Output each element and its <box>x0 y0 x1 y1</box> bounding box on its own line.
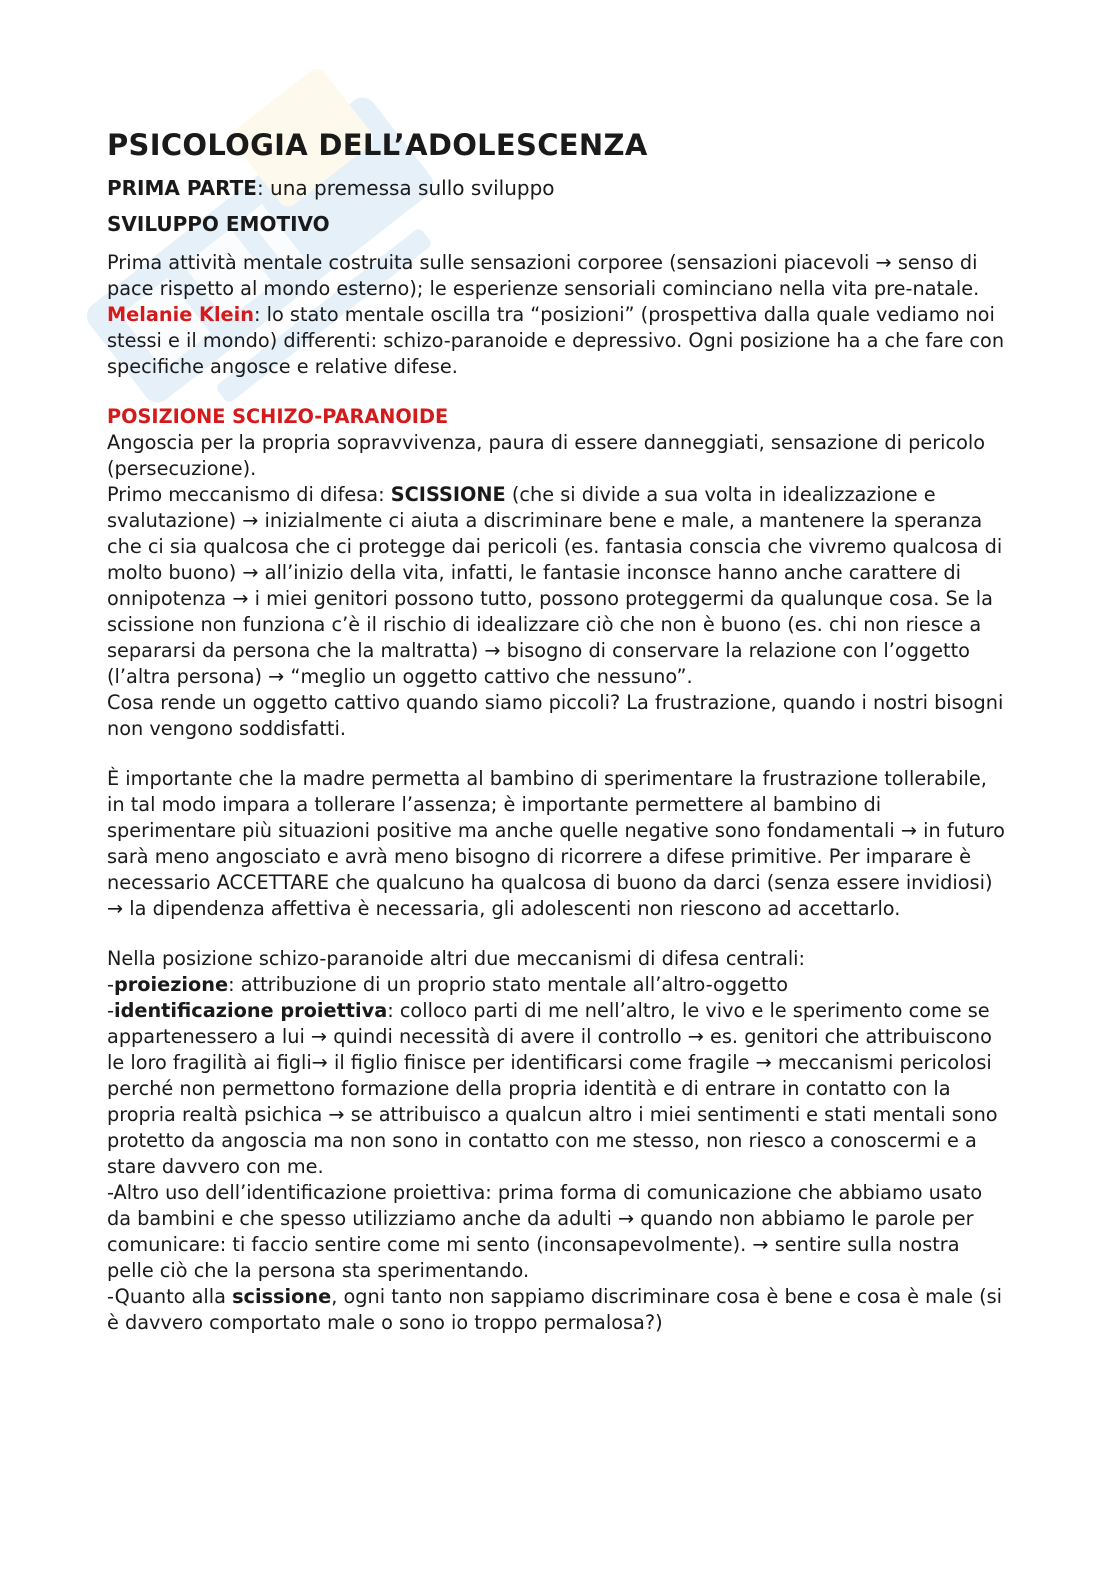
document-page <box>107 128 1007 1336</box>
identificazione-rest: : colloco parti di me nell’altro, le vivo e le sperimento come se appartenessero a lui → quindi necessità di avere il controllo → es. genitori che attribuiscono le loro fragilità ai figli→ il figlio finisce per identificarsi come fragile → meccanismi pericolosi perché non permettono formazione della propria identità e di entrare in contatto con la propria realtà psichica → se attribuisco a qualcun altro i miei sentimenti e stati mentali sono protetto da angoscia ma non sono in contatto con me stesso, non riesco a conoscermi e a stare davvero con me. <box>107 999 998 1178</box>
subtitle-rest: : una premessa sullo sviluppo <box>256 176 555 200</box>
spacer <box>107 922 1007 946</box>
document-subtitle <box>107 176 1007 200</box>
klein-name: Melanie Klein <box>107 303 254 326</box>
subtitle-bold: PRIMA PARTE <box>107 176 257 200</box>
klein-text: : lo stato mentale oscilla tra “posizioni” (prospettiva dalla quale vediamo noi stessi e il mondo) differenti: schizo-paranoide e depressivo. Ogni posizione ha a che fare con specifiche angosce e relative difese. <box>107 303 1005 378</box>
defense-rest: (che si divide a sua volta in idealizzazione e svalutazione) → inizialmente ci aiuta a discriminare bene e male, a mantenere la speranza che ci sia qualcosa che ci protegge dai pericoli (es. fantasia conscia che vivremo qualcosa di molto buono) → all’inizio della vita, infatti, le fantasie inconsce hanno anche carattere di onnipotenza → i miei genitori possono tutto, possono proteggermi da qualunque cosa. Se la scissione non funziona c’è il rischio di idealizzare ciò che non è buono (es. chi non riesce a separarsi da persona che la maltratta) → bisogno di conservare la relazione con l’oggetto (l’altra persona) → “meglio un oggetto cattivo che nessuno”. <box>107 483 1003 688</box>
defense-prefix: Primo meccanismo di difesa: <box>107 483 391 506</box>
section-heading-emotional-development: SVILUPPO EMOTIVO <box>107 212 330 236</box>
proiezione-dash: - <box>107 973 114 996</box>
spacer <box>107 742 1007 766</box>
proiezione-item <box>107 972 1007 998</box>
proiezione-bold: proiezione <box>113 973 229 996</box>
identificazione-item <box>107 998 1007 1180</box>
scissione-bold: scissione <box>232 1285 332 1308</box>
other-use-item: -Altro uso dell’identificazione proiettiva: prima forma di comunicazione che abbiamo usato da bambini e che spesso utilizziamo anche da adulti → quando non abbiamo le parole per comunicare: ti faccio sentire come mi sento (inconsapevolmente). → sentire sulla nostra pelle ciò che la persona sta sperimentando. <box>107 1181 983 1282</box>
identificazione-bold: identificazione proiettiva <box>113 999 388 1022</box>
defense-paragraph <box>107 482 1007 690</box>
identificazione-dash: - <box>107 999 114 1022</box>
mechanisms-intro: Nella posizione schizo-paranoide altri due meccanismi di difesa centrali: <box>107 947 806 970</box>
document-title: PSICOLOGIA DELL’ADOLESCENZA <box>107 128 648 162</box>
proiezione-rest: : attribuzione di un proprio stato mentale all’altro-oggetto <box>228 973 789 996</box>
schizo-paranoid-heading: POSIZIONE SCHIZO-PARANOIDE <box>107 405 449 428</box>
defense-bold: SCISSIONE <box>390 483 506 506</box>
klein-paragraph <box>107 302 1007 380</box>
scissione-rest: , ogni tanto non sappiamo discriminare cosa è bene e cosa è male (si è davvero comportato male o sono io troppo permalosa?) <box>107 1285 1002 1334</box>
schizo-paragraph: Angoscia per la propria sopravvivenza, paura di essere danneggiati, sensazione di pericolo (persecuzione). <box>107 431 986 480</box>
intro-paragraph: Prima attività mentale costruita sulle sensazioni corporee (sensazioni piacevoli → senso di pace rispetto al mondo esterno); le esperienze sensoriali cominciano nella vita pre-natale. <box>107 251 980 300</box>
spacer <box>107 380 1007 404</box>
mother-paragraph: È importante che la madre permetta al bambino di sperimentare la frustrazione tollerabile, in tal modo impara a tollerare l’assenza; è importante permettere al bambino di sperimentare più situazioni positive ma anche quelle negative sono fondamentali → in futuro sarà meno angosciato e avrà meno bisogno di ricorrere a difese primitive. Per imparare è necessario ACCETTARE che qualcuno ha qualcosa di buono da darci (senza essere invidiosi) → la dipendenza affettiva è necessaria, gli adolescenti non riescono ad accettarlo. <box>107 767 1005 920</box>
scissione-item <box>107 1284 1007 1336</box>
scissione-prefix: -Quanto alla <box>107 1285 233 1308</box>
bad-object-paragraph: Cosa rende un oggetto cattivo quando siamo piccoli? La frustrazione, quando i nostri bisogni non vengono soddisfatti. <box>107 691 1004 740</box>
